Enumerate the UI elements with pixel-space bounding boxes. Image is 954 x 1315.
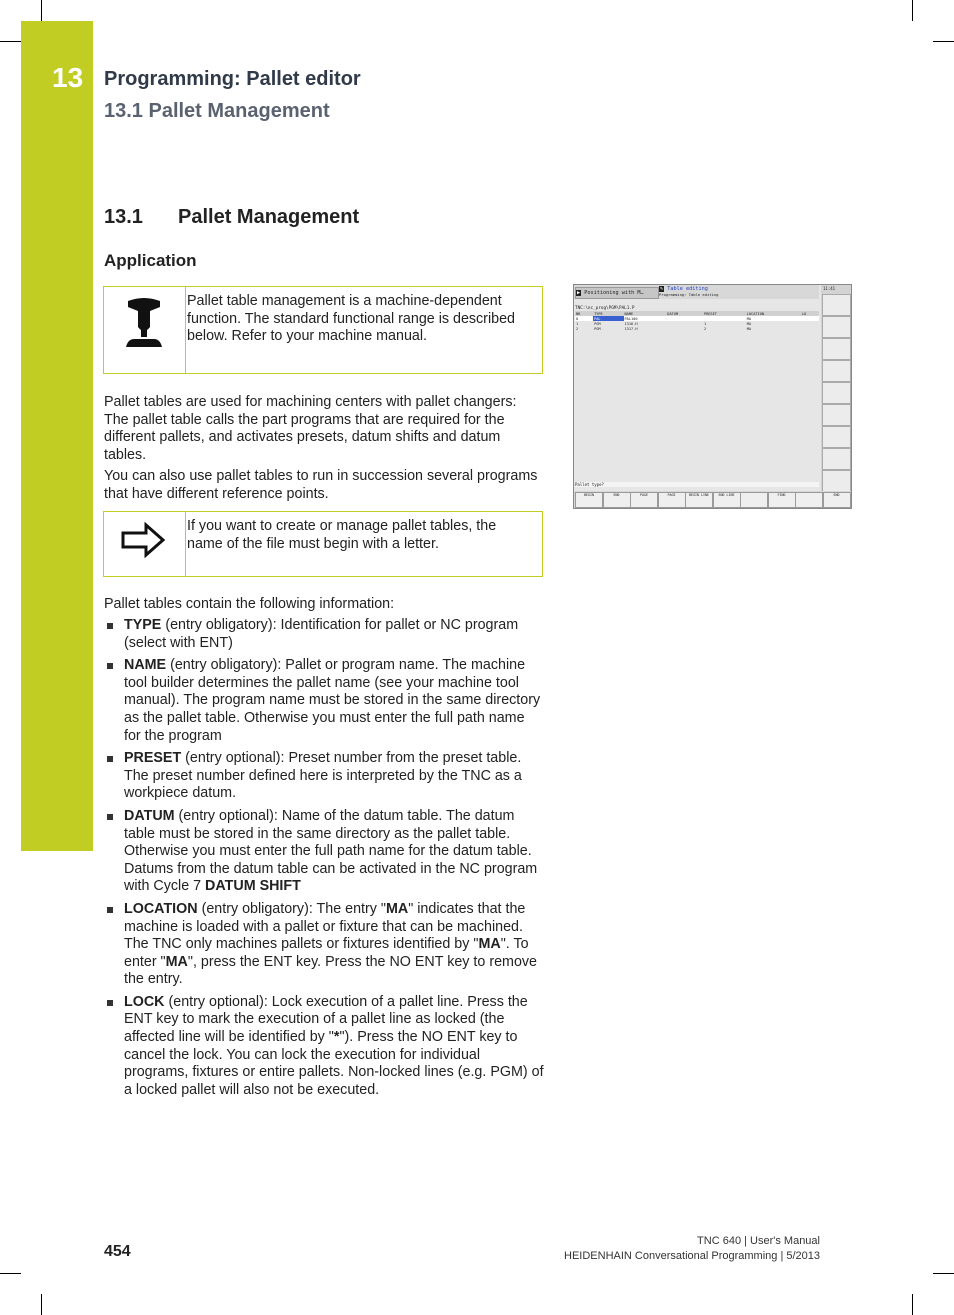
column-header: TYPE: [593, 311, 623, 316]
column-header: LO: [801, 311, 819, 316]
pallet-table[interactable]: [575, 311, 819, 331]
side-softkey[interactable]: [822, 382, 851, 404]
arrow-right-icon: [120, 522, 166, 558]
list-item: LOCK (entry optional): Lock execution of a pallet line. Press the ENT key to mark the execution of a pallet line as locked (the affected line will be identified by "*"). Press the NO ENT key to cancel the lock. You can lock the execution for individual programs, fixtures or entire pallets. Non-locked lines (e.g. PGM) of a locked pallet will also not be executed.: [104, 994, 544, 1100]
list-item: DATUM (entry optional): Name of the datum table. The datum table must be stored in the same directory as the pallet table. Otherwise you must enter the full path name for the datum table. Datums from the datum table can be activated in the NC program with Cycle 7 DATUM SHIFT: [104, 808, 544, 896]
pallet-info-list: [104, 617, 544, 1104]
crop-mark: [912, 0, 913, 21]
crop-mark: [0, 41, 21, 42]
file-path: TNC:\nc_prog\PGM\PAL1.P: [575, 306, 635, 311]
note-divider: [185, 511, 186, 577]
paragraph: Pallet tables contain the following information:: [104, 596, 395, 612]
table-cell: PAL: [593, 316, 623, 321]
page-number: 454: [104, 1243, 131, 1260]
crop-mark: [0, 1273, 21, 1274]
table-cell: PGM: [594, 326, 601, 331]
list-item: PRESET (entry optional): Preset number from the preset table. The preset number defined here is interpreted by the TNC as a workpiece datum.: [104, 750, 544, 803]
softkey[interactable]: END: [823, 492, 851, 508]
table-cell: MA: [746, 326, 752, 331]
programming-mode-tab[interactable]: ✎ Table editing Programming› Table editing: [659, 286, 719, 297]
side-softkey[interactable]: [822, 360, 851, 382]
section-title: Pallet Management: [178, 206, 360, 228]
column-header: LOCATION: [746, 311, 801, 316]
keyword: LOCATION: [124, 900, 198, 917]
column-header: PRESET: [703, 311, 746, 316]
softkey[interactable]: BEGIN LINE: [685, 492, 713, 508]
table-cell: PGM: [594, 321, 601, 326]
section-heading: [104, 206, 359, 229]
chapter-title: Programming: Pallet editor: [104, 68, 361, 90]
softkey[interactable]: [740, 492, 768, 508]
column-header: DATUM: [666, 311, 703, 316]
machine-dependent-icon: [122, 297, 166, 353]
keyword: NAME: [124, 657, 167, 674]
crop-mark: [933, 1273, 954, 1274]
crop-mark: [933, 41, 954, 42]
table-cell: 1316.H: [624, 321, 638, 326]
chapter-sidebar: [21, 21, 93, 851]
table-cell: [801, 326, 819, 331]
softkey[interactable]: BEGIN: [575, 492, 603, 508]
table-cell: 2: [703, 326, 707, 331]
table-cell: [666, 326, 703, 331]
note-divider: [185, 286, 186, 374]
clock: 11:41: [823, 286, 836, 291]
softkey[interactable]: FIND: [768, 492, 796, 508]
list-item: TYPE (entry obligatory): Identification for pallet or NC program (select with ENT): [104, 617, 544, 652]
table-cell: 0: [576, 316, 579, 321]
table-cell: MA: [746, 321, 752, 326]
softkey[interactable]: END LINE: [713, 492, 741, 508]
side-softkey[interactable]: [822, 338, 851, 360]
note-text: Pallet table management is a machine-dependent function. The standard functional range is described below. Refer to your machine manual.: [187, 293, 515, 344]
table-cell: MA: [746, 316, 752, 321]
footer-line: TNC 640 | User's Manual: [697, 1235, 820, 1247]
chapter-number: 13: [52, 62, 84, 93]
paragraph: Pallet tables are used for machining centers with pallet changers: The pallet table calls the part programs that are required for the different pallets, and activates presets, datum shifts and datum tables.: [104, 394, 517, 463]
softkey[interactable]: PAGE: [658, 492, 686, 508]
softkey-bar: [574, 491, 851, 508]
softkey[interactable]: PAGE: [630, 492, 658, 508]
table-cell: 1317.H: [624, 326, 638, 331]
table-cell: PAL100: [624, 316, 638, 321]
vertical-softkey-bar: [821, 285, 851, 492]
tnc-screenshot: [573, 284, 852, 509]
side-softkey[interactable]: [822, 294, 851, 316]
keyword: DATUM SHIFT: [205, 878, 301, 895]
table-cell: 1: [576, 321, 579, 326]
table-cell: 2: [576, 326, 579, 331]
crop-mark: [912, 1294, 913, 1315]
table-row[interactable]: [575, 326, 819, 331]
keyword: TYPE: [124, 617, 162, 633]
section-reference: 13.1 Pallet Management: [104, 100, 330, 122]
side-softkey[interactable]: [822, 426, 851, 448]
table-cell: 1: [703, 321, 707, 326]
side-softkey[interactable]: [822, 316, 851, 338]
softkey[interactable]: END: [603, 492, 631, 508]
keyword: PRESET: [124, 750, 182, 767]
input-prompt: Pallet type?: [575, 482, 819, 487]
keyword: DATUM: [124, 807, 175, 824]
list-item: NAME (entry obligatory): Pallet or program name. The machine tool builder determines the pallet name (see your machine tool manual). The program name must be stored in the same directory as the pallet table. Otherwise you must enter the full path name for the program: [104, 657, 544, 745]
softkey[interactable]: [795, 492, 823, 508]
crop-mark: [41, 1294, 42, 1315]
column-header: NR: [575, 311, 593, 316]
tip-note-box: [103, 511, 543, 577]
side-softkey[interactable]: [822, 448, 851, 470]
section-number: 13.1: [104, 206, 143, 228]
side-softkey[interactable]: [822, 404, 851, 426]
list-item: LOCATION (entry obligatory): The entry "MA" indicates that the machine is loaded with a pallet or fixture that can be machined. The TNC only machines pallets or fixtures identified by "MA". To enter "MA", press the ENT key. Press the NO ENT key to remove the entry.: [104, 901, 544, 989]
machine-note-box: [103, 286, 543, 374]
column-header: NAME: [624, 311, 667, 316]
machine-mode-tab[interactable]: ▶ Positioning with M…: [575, 287, 659, 299]
paragraph: You can also use pallet tables to run in succession several programs that have different reference points.: [104, 468, 538, 502]
side-softkey[interactable]: [822, 470, 851, 492]
crop-mark: [41, 0, 42, 21]
subsection-heading: Application: [104, 251, 197, 270]
footer-line: HEIDENHAIN Conversational Programming | 5/2013: [564, 1250, 820, 1262]
mode-tab-bar: [574, 285, 819, 299]
note-text: If you want to create or manage pallet tables, the name of the file must begin with a letter.: [187, 518, 497, 552]
keyword: LOCK: [124, 993, 165, 1010]
